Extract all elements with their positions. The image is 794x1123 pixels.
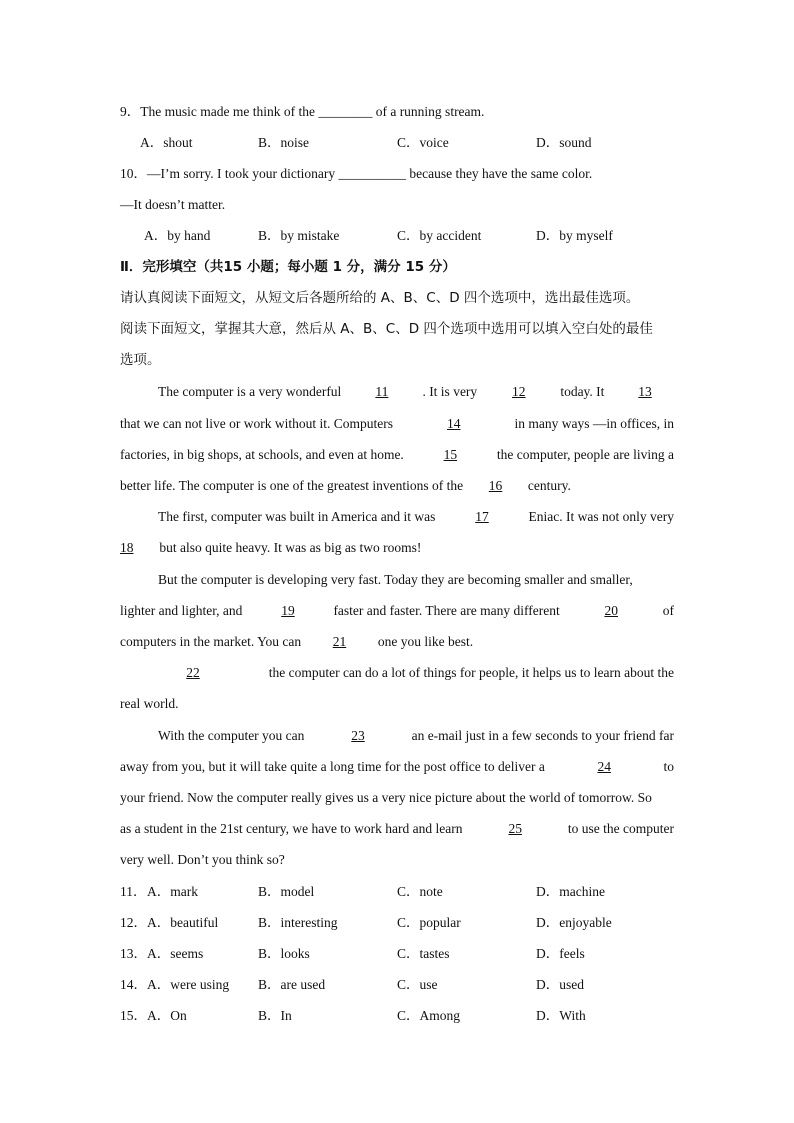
q14-option-b: B．are used (258, 977, 326, 992)
blank-17: 17 (475, 509, 489, 524)
q10-stem-start: 10．—I’m sorry. I took your dictionary (120, 166, 336, 181)
passage-text: lighter and lighter, and (120, 603, 243, 618)
q12-option-b: B．interesting (258, 915, 338, 930)
q11-option-d: D．machine (536, 884, 605, 899)
passage-text: Eniac. It was not only very (528, 509, 674, 524)
q12-option-c: C．popular (397, 915, 461, 930)
q10-reply: —It doesn’t matter. (120, 197, 226, 212)
q9-option-b: B．noise (258, 135, 310, 150)
blank-19: 19 (281, 603, 295, 618)
q15-option-d: D．With (536, 1008, 586, 1023)
passage-text: away from you, but it will take quite a long time for the post office to deliver a (120, 759, 545, 774)
passage-p4-line1 (158, 664, 674, 682)
passage-p4-line2: real world. (120, 696, 179, 711)
passage-p3-line2 (120, 602, 674, 620)
passage-text: an e-mail just in a few seconds to your friend far (411, 728, 674, 743)
q11-option-a: A．mark (147, 884, 198, 899)
passage-text: . It is very (422, 384, 478, 399)
q9-blank: ________ (318, 104, 373, 119)
passage-text: your friend. Now the computer really gives us a very nice picture about the world of tomorrow. So (120, 790, 652, 805)
passage-text: faster and faster. There are many different (333, 603, 560, 618)
passage-p3-line3 (120, 633, 473, 651)
passage-p5-line3 (120, 789, 674, 807)
passage-text: The first, computer was built in America and it was (158, 509, 436, 524)
passage-text: factories, in big shops, at schools, and even at home. (120, 447, 404, 462)
q15-number: 15． (120, 1008, 147, 1023)
section-instruction-2b: 选项。 (120, 352, 161, 368)
q9-stem-start: 9．The music made me think of the (120, 104, 315, 119)
q12-option-a: A．beautiful (147, 915, 219, 930)
q11-option-c: C．note (397, 884, 443, 899)
q10-stem-end: because they have the same color. (409, 166, 593, 181)
blank-21: 21 (332, 634, 347, 649)
q9-option-d: D．sound (536, 135, 592, 150)
passage-text: to (663, 759, 674, 774)
q9-option-c: C．voice (397, 135, 449, 150)
blank-24: 24 (597, 759, 611, 774)
blank-22: 22 (186, 665, 200, 680)
section-heading: Ⅱ．完形填空（共15 小题；每小题 1 分，满分 15 分） (120, 259, 456, 275)
blank-16: 16 (488, 478, 503, 493)
q10-option-c: C．by accident (397, 228, 482, 243)
blank-18: 18 (120, 540, 134, 555)
passage-p5-line2 (120, 758, 674, 776)
passage-text: computers in the market. You can (120, 634, 302, 649)
blank-23: 23 (351, 728, 365, 743)
q14-option-d: D．used (536, 977, 584, 992)
q14-option-a: A．were using (147, 977, 230, 992)
q12-number: 12． (120, 915, 147, 930)
passage-p1-line4 (120, 477, 571, 495)
question-10-stem (120, 165, 592, 183)
passage-text: century. (527, 478, 571, 493)
q10-option-b: B．by mistake (258, 228, 340, 243)
blank-14: 14 (446, 416, 461, 431)
passage-p3-line1 (158, 571, 674, 589)
q12-option-d: D．enjoyable (536, 915, 612, 930)
blank-11: 11 (375, 384, 389, 399)
q13-option-a: A．seems (147, 946, 204, 961)
q9-stem-end: of a running stream. (375, 104, 485, 119)
blank-12: 12 (512, 384, 526, 399)
blank-25: 25 (508, 821, 522, 836)
blank-15: 15 (443, 447, 458, 462)
passage-text: that we can not live or work without it. Computers (120, 416, 393, 431)
section-instruction-2a: 阅读下面短文，掌握其大意，然后从 A、B、C、D 四个选项中选用可以填入空白处的最佳 (120, 321, 653, 337)
q13-number: 13． (120, 946, 147, 961)
passage-p5-line5: very well. Don’t you think so? (120, 852, 285, 867)
q13-option-b: B．looks (258, 946, 310, 961)
passage-text: the computer can do a lot of things for people, it helps us to learn about the (268, 665, 674, 680)
q9-option-a: A．shout (140, 135, 193, 150)
passage-text: of (662, 603, 674, 618)
q15-option-a: A．On (147, 1008, 187, 1023)
passage-p5-line1 (158, 727, 674, 745)
section-instruction-1: 请认真阅读下面短文，从短文后各题所给的 A、B、C、D 四个选项中，选出最佳选项。 (120, 290, 640, 306)
q15-option-c: C．Among (397, 1008, 461, 1023)
q11-number: 11． (120, 884, 147, 899)
q10-option-a: A．by hand (144, 228, 211, 243)
passage-text: But the computer is developing very fast. Today they are becoming smaller and smaller, (158, 572, 633, 587)
question-9-stem (120, 103, 484, 121)
passage-text: one you like best. (377, 634, 474, 649)
q13-option-c: C．tastes (397, 946, 450, 961)
passage-text: The computer is a very wonderful (158, 384, 342, 399)
passage-p1-line3 (120, 446, 674, 464)
passage-text: as a student in the 21st century, we have to work hard and learn (120, 821, 463, 836)
q15-option-b: B．In (258, 1008, 292, 1023)
passage-text: to use the computer (567, 821, 674, 836)
passage-text: in many ways —in offices, in (514, 416, 674, 431)
passage-text: today. It (560, 384, 605, 399)
passage-p1-line2 (120, 415, 674, 433)
blank-13: 13 (638, 384, 652, 399)
q13-option-d: D．feels (536, 946, 585, 961)
passage-p2-line2 (120, 539, 421, 557)
passage-p1-line1 (158, 383, 674, 401)
q14-option-c: C．use (397, 977, 438, 992)
q10-blank: __________ (338, 166, 406, 181)
passage-p5-line4 (120, 820, 674, 838)
q10-option-d: D．by myself (536, 228, 613, 243)
passage-text: but also quite heavy. It was as big as two rooms! (159, 540, 422, 555)
passage-text: better life. The computer is one of the greatest inventions of the (120, 478, 464, 493)
q11-option-b: B．model (258, 884, 315, 899)
passage-text: the computer, people are living a (496, 447, 674, 462)
q14-number: 14． (120, 977, 147, 992)
passage-p2-line1 (158, 508, 674, 526)
passage-text: With the computer you can (158, 728, 305, 743)
blank-20: 20 (604, 603, 618, 618)
